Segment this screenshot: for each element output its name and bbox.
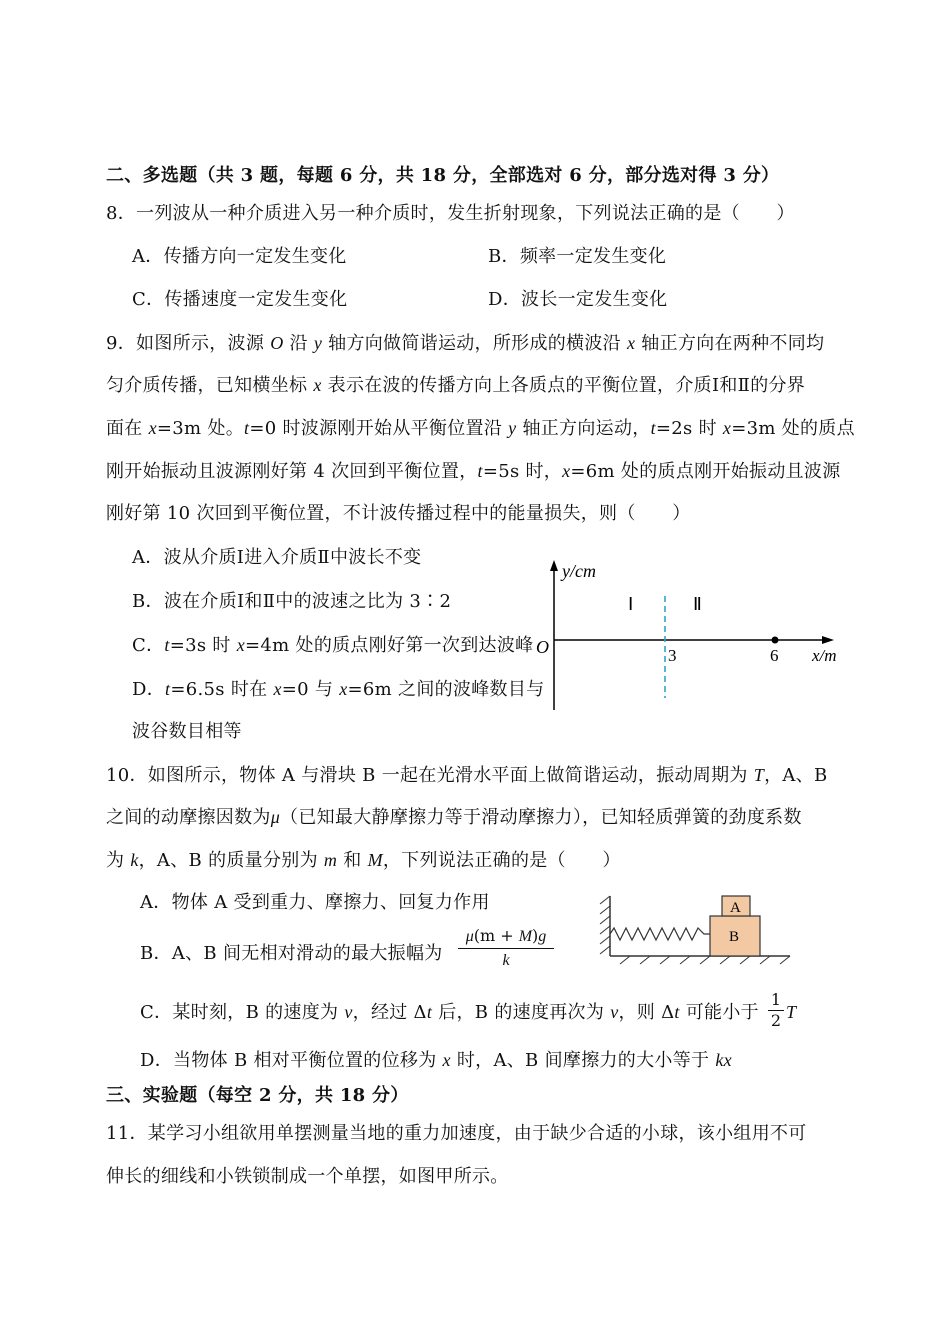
q10-stem-line3: 为 k，A、B 的质量分别为 m 和 M，下列说法正确的是（ ） — [106, 850, 621, 871]
q9-stem-line4: 刚开始振动且波源刚好第 4 次回到平衡位置，t=5s 时，x=6m 处的质点刚开始振动且波源 — [106, 461, 841, 482]
q10-option-a: A．物体 A 受到重力、摩擦力、回复力作用 — [140, 892, 490, 913]
x-axis-label: x/m — [812, 646, 837, 665]
q10-option-d: D．当物体 B 相对平衡位置的位移为 x 时，A、B 间摩擦力的大小等于 kx — [140, 1050, 732, 1071]
wall-hatching — [600, 896, 790, 964]
medium-1-label: Ⅰ — [628, 594, 634, 614]
block-b-label: B — [729, 929, 740, 945]
q10-stem-line2: 之间的动摩擦因数为μ（已知最大静摩擦力等于滑动摩擦力），已知轻质弹簧的劲度系数 — [106, 807, 802, 828]
q9-option-d: D．t=6.5s 时在 x=0 与 x=6m 之间的波峰数目与 — [132, 679, 545, 700]
section-2-header: 二、多选题（共 3 题，每题 6 分，共 18 分，全部选对 6 分，部分选对得 3 分） — [106, 165, 780, 186]
q9-option-b: B．波在介质Ⅰ和Ⅱ中的波速之比为 3∶2 — [132, 591, 452, 612]
particle-dot-x6 — [772, 637, 779, 644]
q10-spring-block-figure — [596, 890, 794, 966]
q8-option-a: A．传播方向一定发生变化 — [132, 246, 347, 267]
x-axis-arrow — [822, 636, 834, 644]
q9-stem-line3: 面在 x=3m 处。t=0 时波源刚开始从平衡位置沿 y 轴正方向运动，t=2s 时 x=3m 处的质点 — [106, 418, 855, 439]
spring — [610, 928, 710, 940]
q11-stem-line2: 伸长的细线和小铁锁制成一个单摆，如图甲所示。 — [106, 1166, 509, 1187]
q10-option-c-fraction — [768, 990, 784, 1031]
q10-option-b: B．A、B 间无相对滑动的最大振幅为 — [140, 943, 443, 964]
q9-stem-line1: 9．如图所示，波源 O 沿 y 轴方向做简谐运动，所形成的横波沿 x 轴正方向在两种不同均 — [106, 333, 825, 354]
q9-option-d-cont: 波谷数目相等 — [132, 721, 242, 742]
fraction-denominator: k — [502, 952, 510, 969]
medium-2-label: Ⅱ — [693, 594, 702, 614]
q11-stem-line1: 11．某学习小组欲用单摆测量当地的重力加速度，由于缺少合适的小球，该小组用不可 — [106, 1123, 807, 1144]
origin-label: O — [536, 637, 549, 657]
tick-label-3: 3 — [668, 646, 677, 665]
q8-option-d: D．波长一定发生变化 — [488, 289, 668, 310]
q8-option-b: B．频率一定发生变化 — [488, 246, 667, 267]
y-axis-arrow — [550, 560, 558, 571]
q9-stem-line5: 刚好第 10 次回到平衡位置，不计波传播过程中的能量损失，则（ ） — [106, 503, 691, 524]
y-axis-label: y/cm — [562, 561, 596, 581]
q9-stem-line2: 匀介质传播，已知横坐标 x 表示在波的传播方向上各质点的平衡位置，介质Ⅰ和Ⅱ的分界 — [106, 375, 806, 396]
q8-option-c: C．传播速度一定发生变化 — [132, 289, 348, 310]
section-3-header: 三、实验题（每空 2 分，共 18 分） — [106, 1085, 409, 1106]
q10-option-c: C．某时刻，B 的速度为 v，经过 Δt 后，B 的速度再次为 v，则 Δt 可能小于 — [140, 1002, 759, 1023]
q9-wave-figure — [528, 556, 858, 714]
q10-option-c-tail: T — [786, 1002, 797, 1022]
q9-option-c: C．t=3s 时 x=4m 处的质点刚好第一次到达波峰 — [132, 635, 534, 656]
block-a-label: A — [730, 900, 741, 916]
q8-stem: 8．一列波从一种介质进入另一种介质时，发生折射现象，下列说法正确的是（ ） — [106, 203, 795, 224]
fraction-numerator: μ(m + M)g — [458, 925, 554, 949]
tick-label-6: 6 — [770, 646, 779, 665]
fraction-denominator: 2 — [770, 1011, 782, 1030]
q9-option-a: A．波从介质Ⅰ进入介质Ⅱ中波长不变 — [132, 547, 422, 568]
q10-option-b-fraction — [458, 925, 554, 972]
fraction-numerator: 1 — [768, 990, 784, 1011]
q10-stem-line1: 10．如图所示，物体 A 与滑块 B 一起在光滑水平面上做简谐运动，振动周期为 T，A、B — [106, 765, 828, 786]
